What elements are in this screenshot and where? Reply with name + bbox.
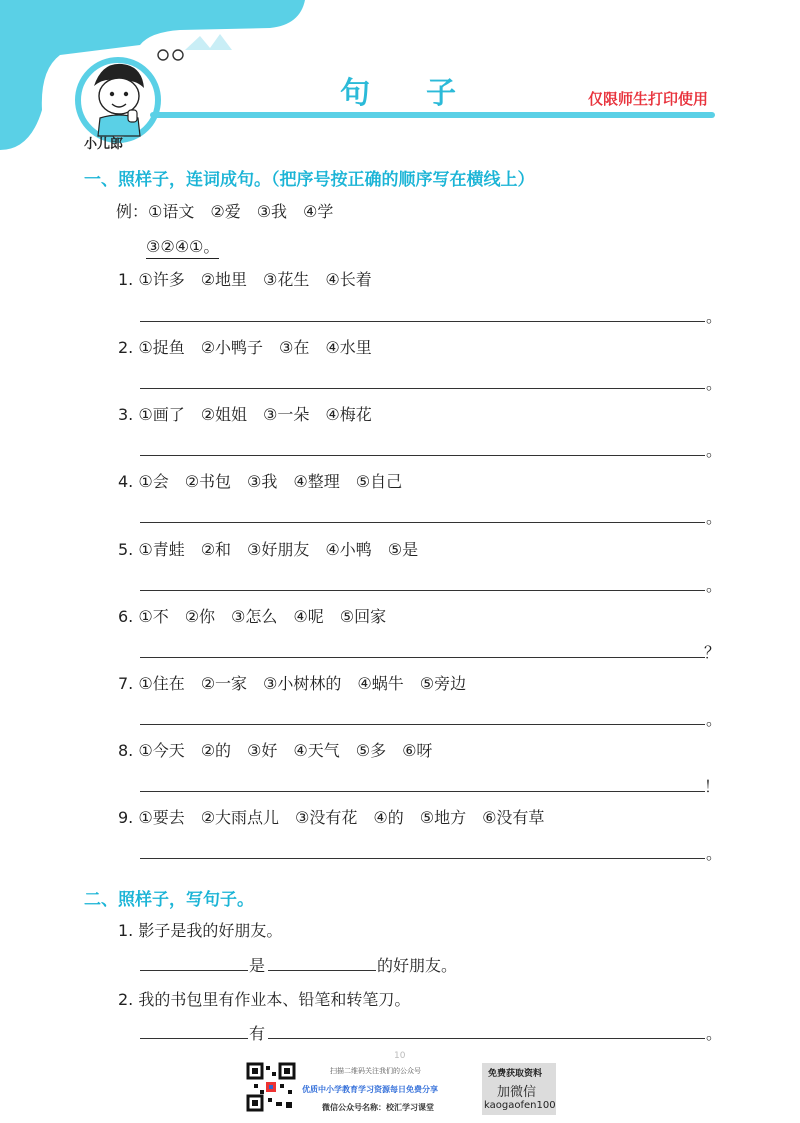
answer-line-2[interactable] bbox=[140, 388, 705, 389]
example-answer: ③②④①。 bbox=[146, 234, 219, 259]
s2-q1-mid: 是 bbox=[249, 956, 266, 975]
footer-scan-text: 扫描二维码关注我们的公众号 bbox=[330, 1067, 421, 1075]
footer-wechat-name: 微信公众号名称：校汇学习课堂 bbox=[322, 1103, 434, 1112]
question-5: 5. ①青蛙 ②和 ③好朋友 ④小鸭 ⑤是 bbox=[118, 540, 419, 559]
page-title: 句子 bbox=[340, 76, 512, 111]
answer-line-6[interactable] bbox=[140, 657, 705, 658]
s2-q2-blank-2[interactable] bbox=[268, 1038, 705, 1039]
answer-end-6: ？ bbox=[704, 643, 721, 662]
question-8: 8. ①今天 ②的 ③好 ④天气 ⑤多 ⑥呀 bbox=[118, 741, 433, 760]
s2-q1-blank-1[interactable] bbox=[140, 970, 248, 971]
print-notice: 仅限师生打印使用 bbox=[588, 90, 709, 108]
answer-end-7: 。 bbox=[706, 710, 723, 729]
answer-end-1: 。 bbox=[706, 307, 723, 326]
answer-line-5[interactable] bbox=[140, 590, 705, 591]
wechat-contact-box bbox=[482, 1063, 556, 1115]
s2-q2-end: 。 bbox=[706, 1024, 723, 1043]
question-3: 3. ①画了 ②姐姐 ③一朵 ④梅花 bbox=[118, 405, 372, 424]
answer-end-4: 。 bbox=[706, 508, 723, 527]
answer-line-4[interactable] bbox=[140, 522, 705, 523]
section-1-title: 一、照样子，连词成句。（把序号按正确的顺序写在横线上） bbox=[84, 170, 535, 190]
wechat-box-line-2: 加微信 bbox=[497, 1085, 537, 1100]
header-rule bbox=[150, 112, 715, 118]
answer-line-3[interactable] bbox=[140, 455, 705, 456]
answer-end-2: 。 bbox=[706, 374, 723, 393]
question-6: 6. ①不 ②你 ③怎么 ④呢 ⑤回家 bbox=[118, 607, 387, 626]
answer-end-5: 。 bbox=[706, 576, 723, 595]
section-2-question-1: 1. 影子是我的好朋友。 bbox=[118, 921, 283, 940]
question-2: 2. ①捉鱼 ②小鸭子 ③在 ④水里 bbox=[118, 338, 372, 357]
answer-end-8: ！ bbox=[704, 777, 721, 796]
wechat-box-line-1: 免费获取资料 bbox=[488, 1069, 543, 1079]
answer-end-9: 。 bbox=[706, 844, 723, 863]
example-words: 例：①语文 ②爱 ③我 ④学 bbox=[116, 202, 334, 221]
section-2-question-2: 2. 我的书包里有作业本、铅笔和转笔刀。 bbox=[118, 990, 411, 1009]
answer-end-3: 。 bbox=[706, 441, 723, 460]
s2-q2-mid: 有 bbox=[249, 1024, 266, 1043]
s2-q1-tail: 的好朋友。 bbox=[377, 956, 458, 975]
s2-q2-blank-1[interactable] bbox=[140, 1038, 248, 1039]
answer-line-8[interactable] bbox=[140, 791, 705, 792]
footer-resource-text: 优质中小学教育学习资源每日免费分享 bbox=[302, 1085, 438, 1094]
question-7: 7. ①住在 ②一家 ③小树林的 ④蜗牛 ⑤旁边 bbox=[118, 674, 467, 693]
wechat-box-line-3: kaogaofen100 bbox=[484, 1100, 556, 1111]
answer-line-9[interactable] bbox=[140, 858, 705, 859]
section-2-title: 二、照样子，写句子。 bbox=[84, 890, 254, 910]
answer-line-7[interactable] bbox=[140, 724, 705, 725]
s2-q1-blank-2[interactable] bbox=[268, 970, 376, 971]
question-1: 1. ①许多 ②地里 ③花生 ④长着 bbox=[118, 270, 372, 289]
page-number: 10 bbox=[394, 1051, 406, 1061]
question-9: 9. ①要去 ②大雨点儿 ③没有花 ④的 ⑤地方 ⑥没有草 bbox=[118, 808, 545, 827]
qr-code-icon bbox=[246, 1062, 296, 1112]
brand-label: 小儿郎 bbox=[84, 137, 124, 152]
question-4: 4. ①会 ②书包 ③我 ④整理 ⑤自己 bbox=[118, 472, 403, 491]
answer-line-1[interactable] bbox=[140, 321, 705, 322]
